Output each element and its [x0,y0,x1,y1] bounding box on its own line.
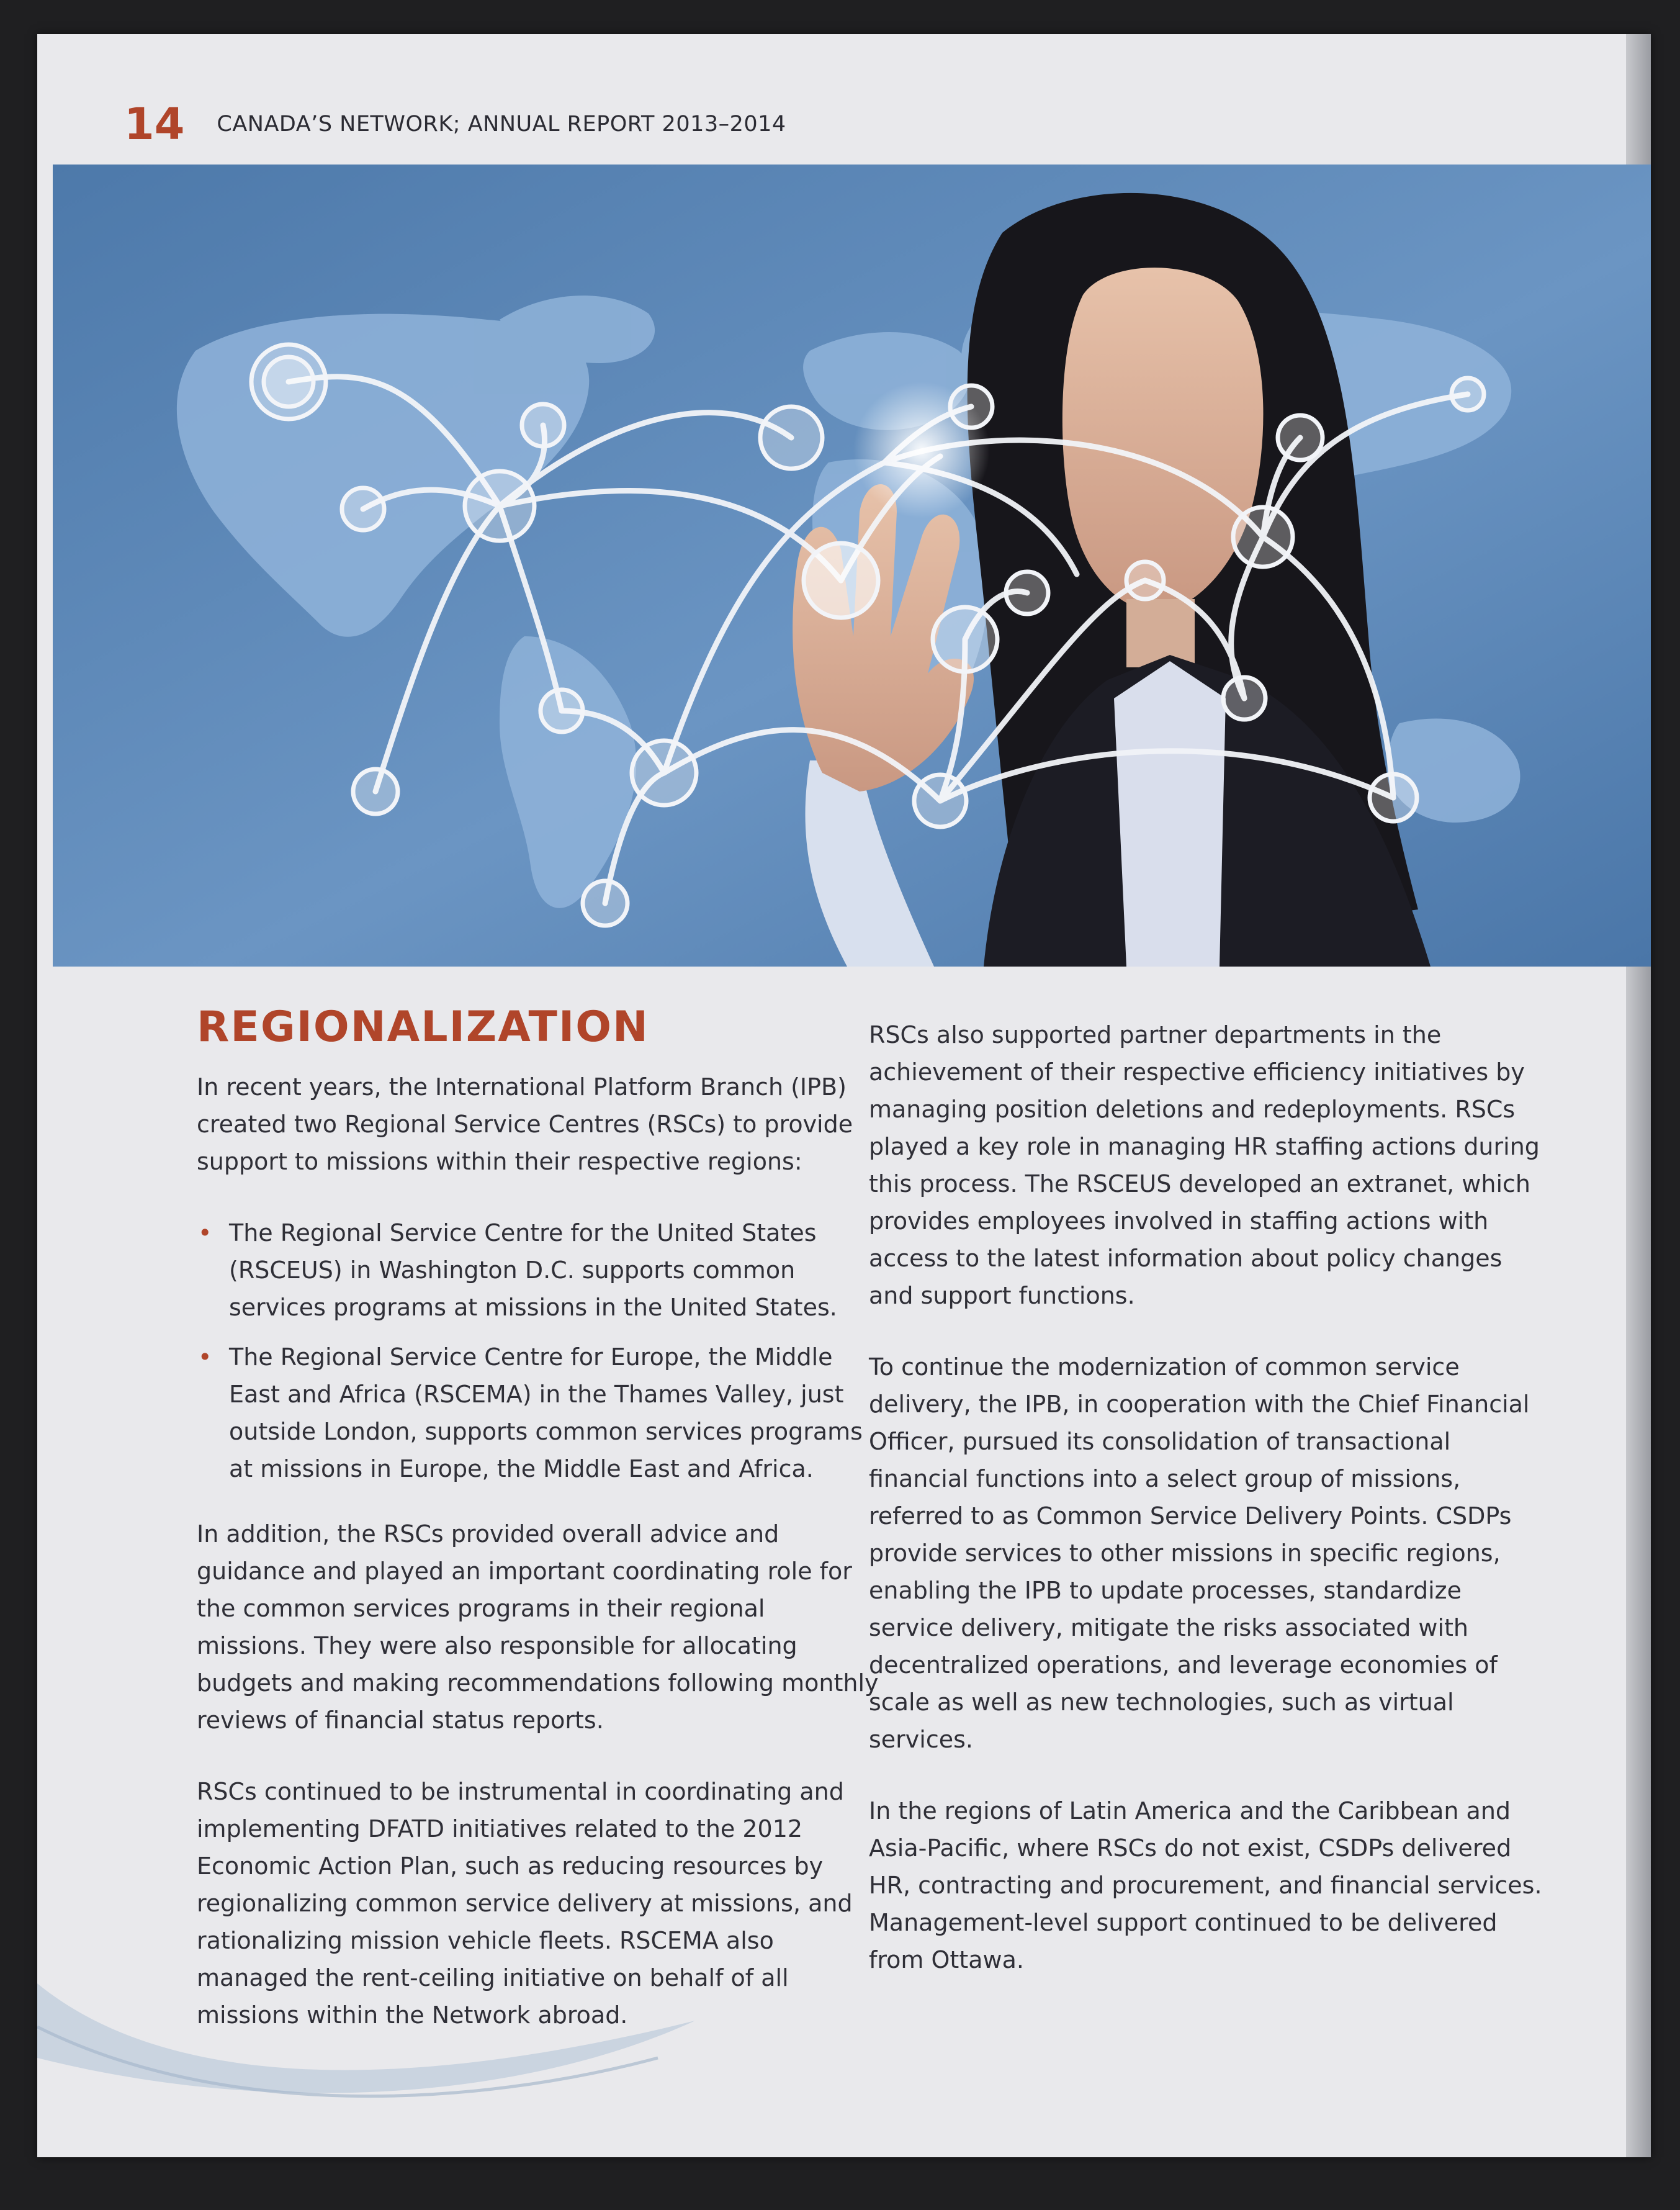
list-item: • The Regional Service Centre for the United States (RSCEUS) in Washington D.C. supports common services programs at missions in the United States. [197,1214,879,1326]
paragraph: RSCs continued to be instrumental in coordinating and implementing DFATD initiatives related to the 2012 Economic Action Plan, such as reducing resources by regionalizing common service delivery at missions, and rationalizing mission vehicle fleets. RSCEMA also managed the rent-ceiling initiative on behalf of all missions within the Network abroad. [197,1778,853,2029]
left-column [197,1003,879,2068]
page-number: 14 [124,99,185,150]
page-header [124,90,786,158]
paragraph: RSCs also supported partner departments in the achievement of their respective efficiency initiatives by managing position deletions and redeployments. RSCs played a key role in managing HR staffing actions during this process. The RSCEUS developed an extranet, which provides employees involved in staffing actions with access to the latest information about policy changes and support functions. [869,1021,1540,1309]
decorative-swoosh [37,1934,844,2157]
paragraph: To continue the modernization of common service delivery, the IPB, in cooperation with the Chief Financial Officer, pursued its consolidation of transactional financial functions into a select group of missions, referred to as Common Service Delivery Points. CSDPs provide services to other missions in specific regions, enabling the IPB to update processes, standardize service delivery, mitigate the risks associated with decentralized operations, and leverage economies of scale as well as new technologies, such as virtual services. [869,1353,1530,1753]
running-title: CANADA’S NETWORK; ANNUAL REPORT 2013–2014 [217,112,786,137]
bullet-mark: • [198,1219,212,1247]
intro-paragraph: In recent years, the International Platform Branch (IPB) created two Regional Service Centres (RSCs) to provide support to missions within their respective regions: [197,1073,853,1175]
paragraph: In addition, the RSCs provided overall advice and guidance and played an important coordinating role for the common services programs in their regional missions. They were also responsible for allocating budgets and making recommendations following monthly reviews of financial status reports. [197,1520,879,1734]
report-page [37,34,1651,2157]
paragraph: In the regions of Latin America and the Caribbean and Asia-Pacific, where RSCs do not exist, CSDPs delivered HR, contracting and procurement, and financial services. Management-level support continued to be delivered from Ottawa. [869,1797,1542,1973]
section-title: REGIONALIZATION [197,1003,649,1052]
touch-glow [853,382,990,518]
bullet-mark: • [198,1343,212,1371]
hero-photo [53,165,1651,967]
list-item: • The Regional Service Centre for Europe, the Middle East and Africa (RSCEMA) in the Thames Valley, just outside London, supports common services programs at missions in Europe, the Middle East and Africa. [197,1338,879,1487]
network-map-illustration [53,165,1651,967]
right-column [869,1016,1552,2013]
bullet-list [197,1214,879,1487]
